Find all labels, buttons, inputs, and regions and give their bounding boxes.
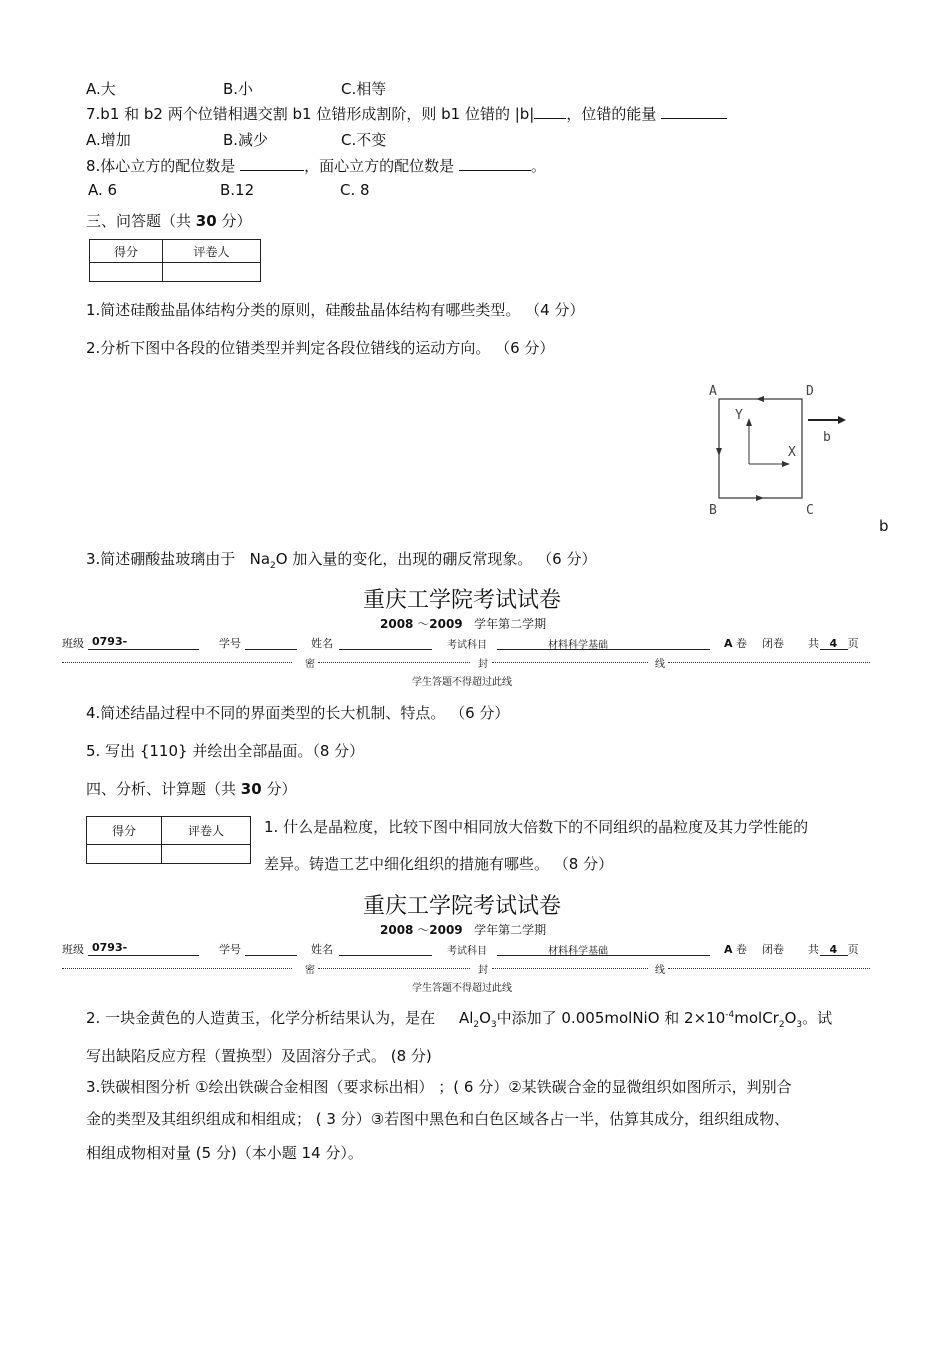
grader-cell[interactable] <box>162 845 251 864</box>
label-X: X <box>788 445 796 460</box>
s3q3-pre: 3.简述硼酸盐玻璃由于 <box>86 550 236 568</box>
year-from: 2008 <box>380 923 414 937</box>
pages-underline <box>820 955 848 956</box>
score-table-section-3 <box>89 239 261 282</box>
s4q2-o2-sub: 3 <box>796 1020 803 1030</box>
name-label: 姓名 <box>311 637 333 650</box>
label-b-vector: b <box>823 430 831 445</box>
total-pages-value: 4 <box>829 637 838 650</box>
q8-text: 8.体心立方的配位数是 <box>86 157 236 175</box>
label-b-outside: b <box>879 517 889 535</box>
score-table-section-4 <box>86 816 251 864</box>
seal-line-dots <box>492 968 648 969</box>
s4-question-3-line-3: 相组成物相对量 (5 分)（本小题 14 分）。 <box>86 1144 363 1162</box>
year-tilde: ～ <box>417 617 430 631</box>
page-label: 页 <box>847 637 859 650</box>
seal-notice: 学生答题不得超过此线 <box>412 677 512 688</box>
seal-line-dots <box>668 968 870 969</box>
q6-option-c: C.相等 <box>341 80 387 98</box>
class-underline <box>88 955 199 956</box>
grader-cell[interactable] <box>163 263 261 282</box>
id-label: 学号 <box>219 943 241 956</box>
class-value[interactable]: 0793- <box>92 635 128 648</box>
q6-option-b: B.小 <box>223 80 254 98</box>
s4q2-al: Al <box>458 1009 474 1027</box>
seal-line-dots <box>62 662 292 663</box>
total-label: 共 <box>808 637 819 650</box>
s3q3-post: 加入量的变化，出现的硼反常现象。 （6 分） <box>287 550 597 568</box>
score-header: 得分 <box>90 240 163 263</box>
q7-mid: ，位错的能量 <box>566 105 657 123</box>
section-4-suffix: 分） <box>266 780 297 798</box>
term: 学年第二学期 <box>474 923 547 937</box>
section-3-heading <box>86 210 251 231</box>
class-underline <box>88 649 199 650</box>
page-label: 页 <box>847 943 859 956</box>
q7-option-b: B.减少 <box>223 131 269 149</box>
q8-option-c: C. 8 <box>340 181 370 199</box>
s3-question-3 <box>86 548 596 571</box>
q8-end: 。 <box>530 157 546 175</box>
name-underline[interactable] <box>339 649 432 650</box>
s4q2-text-d: O <box>784 1009 797 1027</box>
id-label: 学号 <box>219 637 241 650</box>
s4-question-3-line-2: 金的类型及其组织组成和相组成； ( 3 分）③若图中黑色和白色区域各占一半，估算其成分，组织组成物、 <box>86 1110 790 1128</box>
s4q2-text-c: molCr <box>734 1009 779 1027</box>
score-cell[interactable] <box>87 845 162 864</box>
seal-line-dots <box>318 662 470 663</box>
burgers-vector-arrow <box>838 416 846 424</box>
s3q3-chem2: O <box>275 550 288 568</box>
score-cell[interactable] <box>90 263 163 282</box>
section-3-score: 30 <box>195 212 217 230</box>
year-to: 2009 <box>429 617 463 631</box>
s3q3-sub: 2 <box>270 561 276 571</box>
q7-text: 7.b1 和 b2 两个位错相遇交割 b1 位错形成割阶，则 b1 位错的 |b| <box>86 105 535 123</box>
label-Y: Y <box>735 408 743 423</box>
total-pages-value: 4 <box>829 943 838 956</box>
subject-label: 考试科目 <box>447 946 487 957</box>
seal-xian: 线 <box>655 659 665 670</box>
id-underline[interactable] <box>245 649 297 650</box>
seal-notice: 学生答题不得超过此线 <box>412 983 512 994</box>
y-axis-arrow <box>746 418 752 426</box>
dislocation-loop-diagram <box>700 380 860 520</box>
q8-option-a: A. 6 <box>88 181 118 199</box>
exam-title: 重庆工学院考试试卷 <box>363 588 562 613</box>
name-label: 姓名 <box>311 943 333 956</box>
section-3-suffix: 分） <box>221 212 252 230</box>
question-7 <box>86 103 727 124</box>
arrow-top <box>756 396 764 402</box>
q8-blank-1 <box>240 156 304 171</box>
seal-mi: 密 <box>305 965 315 976</box>
s3-question-5: 5. 写出 {110} 并绘出全部晶面。（8 分） <box>86 742 365 760</box>
pages-underline <box>820 649 848 650</box>
subject-value: 材料科学基础 <box>548 640 608 651</box>
seal-line-dots <box>668 662 870 663</box>
s4q2-o-sub: 3 <box>490 1020 497 1030</box>
exam-term <box>380 615 546 632</box>
subject-label: 考试科目 <box>447 640 487 651</box>
section-4-heading <box>86 778 296 799</box>
subject-underline <box>497 649 710 650</box>
seal-line-dots <box>492 662 648 663</box>
s4q2-text-a: 2. 一块金黄色的人造黄玉，化学分析结果认为，是在 <box>86 1009 436 1027</box>
s4-question-1-line-1: 1. 什么是晶粒度，比较下图中相同放大倍数下的不同组织的晶粒度及其力学性能的 <box>264 818 809 836</box>
label-C: C <box>806 503 814 518</box>
exam-title: 重庆工学院考试试卷 <box>363 894 562 919</box>
seal-line-dots <box>318 968 470 969</box>
q7-blank-1 <box>534 104 566 119</box>
term: 学年第二学期 <box>474 617 547 631</box>
s4q2-exp: -4 <box>725 1010 735 1020</box>
paper-letter: A <box>724 943 733 956</box>
q8-blank-2 <box>459 156 531 171</box>
q6-option-a: A.大 <box>86 80 116 98</box>
seal-mi: 密 <box>305 659 315 670</box>
paper-type <box>724 941 747 957</box>
label-B: B <box>709 503 717 518</box>
question-8 <box>86 155 546 176</box>
year-from: 2008 <box>380 617 414 631</box>
section-3-prefix: 三、问答题（共 <box>86 212 192 230</box>
paper-label: 卷 <box>736 637 748 650</box>
year-tilde: ～ <box>417 923 430 937</box>
s3-question-2: 2.分析下图中各段的位错类型并判定各段位错线的运动方向。 （6 分） <box>86 339 555 357</box>
label-A: A <box>709 384 717 399</box>
subject-underline <box>497 955 710 956</box>
label-D: D <box>806 384 814 399</box>
exam-term <box>380 921 546 938</box>
class-label: 班级 <box>62 637 84 650</box>
s3-question-4: 4.简述结晶过程中不同的界面类型的长大机制、特点。 （6 分） <box>86 704 510 722</box>
seal-xian: 线 <box>655 965 665 976</box>
s4-question-3-line-1: 3.铁碳相图分析 ①绘出铁碳合金相图（要求标出相） ；( 6 分）②某铁碳合金的显微组织如图所示，判别合 <box>86 1078 792 1096</box>
s4q2-o: O <box>479 1009 491 1027</box>
subject-value: 材料科学基础 <box>548 946 608 957</box>
q8-mid: ，面心立方的配位数是 <box>304 157 455 175</box>
q8-option-b: B.12 <box>220 181 255 199</box>
grader-header: 评卷人 <box>163 240 261 263</box>
s3-question-1: 1.简述硅酸盐晶体结构分类的原则，硅酸盐晶体结构有哪些类型。 （4 分） <box>86 301 585 319</box>
x-axis-arrow <box>782 461 790 467</box>
s4q2-text-e: 。试 <box>802 1009 833 1027</box>
class-value[interactable]: 0793- <box>92 941 128 954</box>
year-to: 2009 <box>429 923 463 937</box>
paper-label: 卷 <box>736 943 748 956</box>
seal-feng: 封 <box>478 659 488 670</box>
q7-blank-2 <box>661 104 727 119</box>
q7-option-c: C.不变 <box>341 131 387 149</box>
id-underline[interactable] <box>245 955 297 956</box>
total-label: 共 <box>808 943 819 956</box>
s4q2-al-sub: 2 <box>473 1020 480 1030</box>
seal-feng: 封 <box>478 965 488 976</box>
q7-option-a: A.增加 <box>86 131 131 149</box>
s4q2-text-b: 中添加了 0.005molNiO 和 2×10 <box>496 1009 726 1027</box>
s4-question-2-line-2: 写出缺陷反应方程（置换型）及固溶分子式。 (8 分) <box>86 1047 432 1065</box>
name-underline[interactable] <box>339 955 432 956</box>
class-label: 班级 <box>62 943 84 956</box>
s4-question-1-line-2: 差异。铸造工艺中细化组织的措施有哪些。 （8 分） <box>264 855 614 873</box>
paper-type <box>724 635 747 651</box>
score-header: 得分 <box>87 817 162 845</box>
s4q2-cr-sub: 2 <box>778 1020 785 1030</box>
paper-letter: A <box>724 637 733 650</box>
section-4-score: 30 <box>240 780 262 798</box>
s4-question-2-line-1 <box>86 1007 832 1030</box>
closed-book: 闭卷 <box>762 943 784 956</box>
seal-line-dots <box>62 968 292 969</box>
arrow-left <box>716 448 722 456</box>
closed-book: 闭卷 <box>762 637 784 650</box>
s3q3-chem: Na <box>249 550 271 568</box>
grader-header: 评卷人 <box>162 817 251 845</box>
arrow-bottom <box>756 495 764 501</box>
section-4-prefix: 四、分析、计算题（共 <box>86 780 237 798</box>
